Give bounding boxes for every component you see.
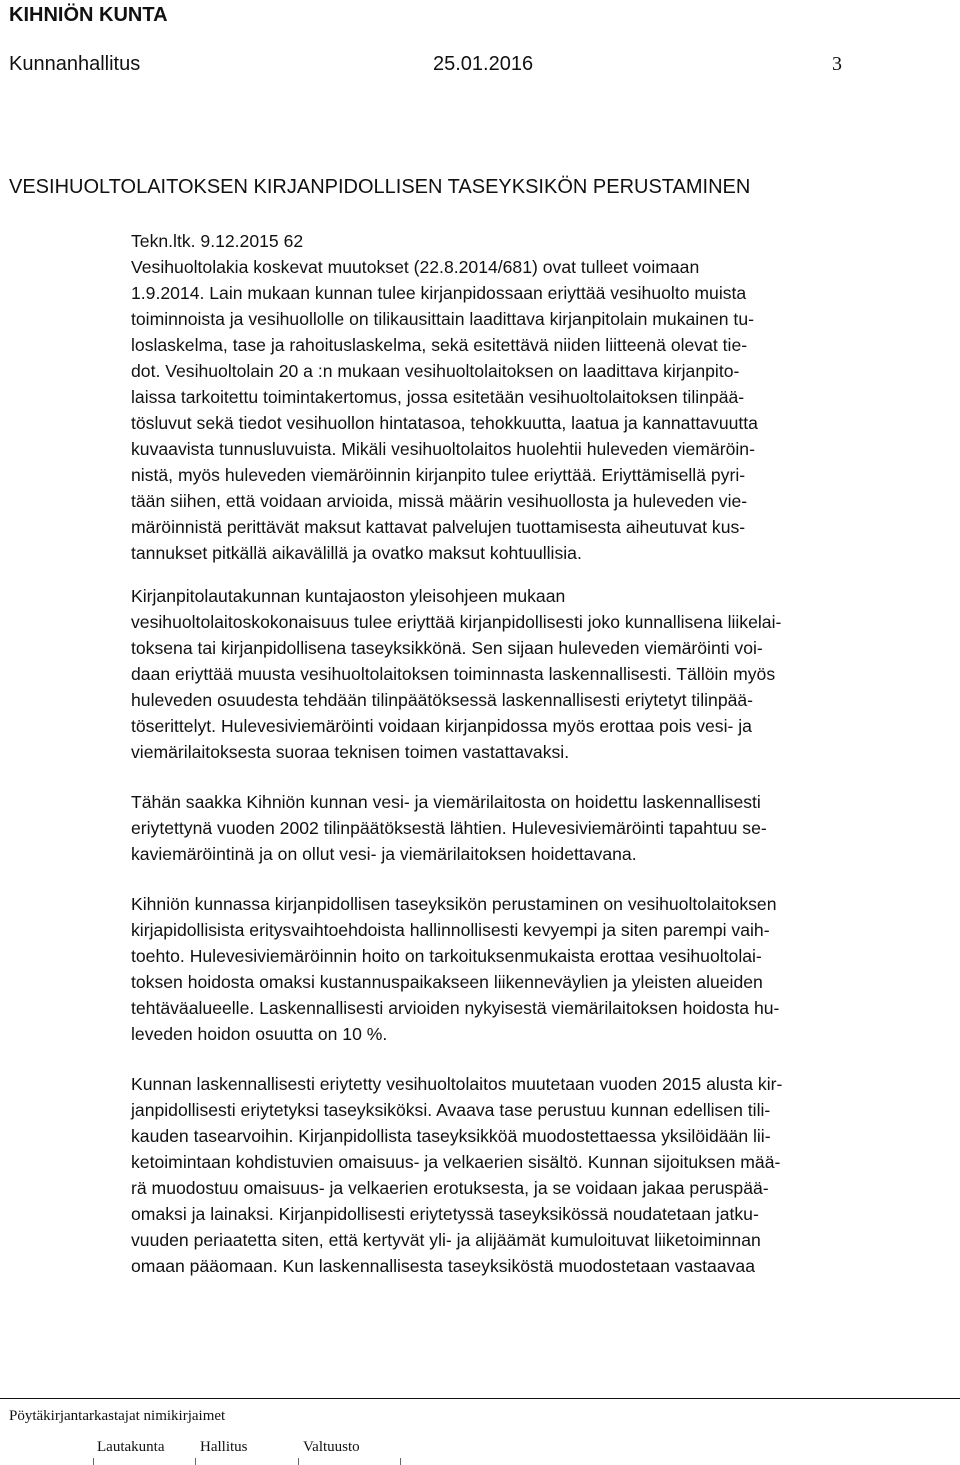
paragraph-current-state [131,789,767,867]
text-line: dot. Vesihuoltolain 20 a :n mukaan vesihuoltolaitoksen on laadittava kirjanpito- [131,361,740,381]
text-line: toiminnoista ja vesihuollolle on tilikausittain laadittava kirjanpitolain mukainen tu- [131,309,754,329]
text-line: daan eriyttää muusta vesihuoltolaitoksen toiminnasta laskennallisesti. Tällöin myös [131,664,776,684]
signature-column-divider [400,1458,401,1465]
text-line: vesihuoltolaitoskokonaisuus tulee eriyttää kirjanpidollisesti joko kunnallisena liikelai- [131,612,782,632]
signature-hallitus: Hallitus [200,1439,248,1455]
text-line: rä muodostuu omaisuus- ja velkaerien erotuksesta, ja se voidaan jakaa peruspää- [131,1178,769,1198]
text-line: vuuden periaatetta siten, että kertyvät yli- ja alijäämät kumuloituvat liiketoiminnan [131,1230,761,1250]
signature-valtuusto: Valtuusto [303,1439,360,1455]
text-line: kauden tasearvoihin. Kirjanpidollista taseyksikköä muodostettaessa yksilöidään lii- [131,1126,771,1146]
text-line: Kihniön kunnassa kirjanpidollisen taseyksikön perustaminen on vesihuoltolaitoksen [131,894,777,914]
text-line: tehtäväalueelle. Laskennallisesti arvioiden nykyisestä viemärilaitoksen hoidosta hu- [131,998,780,1018]
text-line: ketoimintaan kohdistuvien omaisuus- ja velkaerien sisältö. Kunnan sijoituksen mää- [131,1152,781,1172]
text-line: Tähän saakka Kihniön kunnan vesi- ja viemärilaitosta on hoidettu laskennallisesti [131,792,761,812]
paragraph-proposal [131,891,779,1047]
signature-column-divider [195,1458,196,1465]
paragraph-background [131,228,758,566]
text-line: kirjapidollisista eritysvaihtoehdoista hallinnollisesti kevyempi ja siten parempi vaih- [131,920,770,940]
text-line: 1.9.2014. Lain mukaan kunnan tulee kirjanpidossaan eriyttää vesihuolto muista [131,283,747,303]
text-line: tösluvut sekä tiedot vesihuollon hintatasoa, tehokkuutta, laatua ja kannattavuutta [131,413,758,433]
text-line: kaviemäröintinä ja on ollut vesi- ja viemärilaitoksen hoidettavana. [131,844,637,864]
signature-lautakunta: Lautakunta [97,1439,165,1455]
text-line: viemärilaitoksesta suoraa teknisen toimen vastattavaksi. [131,742,570,762]
footer-divider [0,1398,960,1399]
text-line: leveden hoidon osuutta on 10 %. [131,1024,388,1044]
text-line: huleveden osuudesta tehdään tilinpäätöksessä laskennallisesti eriytetyt tilinpää- [131,690,754,710]
text-line: toksen hoidosta omaksi kustannuspaikakseen liikenneväylien ja yleisten alueiden [131,972,763,992]
text-line: loslaskelma, tase ja rahoituslaskelma, sekä esitettävä niiden liitteenä olevat tie- [131,335,748,355]
text-line: toehto. Hulevesiviemäröinnin hoito on tarkoituksenmukaista erottaa vesihuoltolai- [131,946,762,966]
signatures-label: Pöytäkirjantarkastajat nimikirjaimet [9,1408,226,1424]
text-line: tään siihen, että voidaan arvioida, missä määrin vesihuollosta ja huleveden vie- [131,491,748,511]
text-line: toksena tai kirjanpidollisena taseyksikkönä. Sen sijaan huleveden viemäröinti voi- [131,638,763,658]
document-title: VESIHUOLTOLAITOKSEN KIRJANPIDOLLISEN TASEYKSIKÖN PERUSTAMINEN [9,176,751,198]
signature-column-divider [93,1458,94,1465]
meeting-date: 25.01.2016 [433,53,534,75]
text-line: nistä, myös huleveden viemäröinnin kirjanpito tulee eriyttää. Eriyttämisellä pyri- [131,465,746,485]
text-line: Tekn.ltk. 9.12.2015 62 [131,231,304,251]
text-line: Vesihuoltolakia koskevat muutokset (22.8.2014/681) ovat tulleet voimaan [131,257,700,277]
meeting-body: Kunnanhallitus [9,53,141,75]
page-number: 3 [832,53,842,75]
text-line: omaan pääomaan. Kun laskennallisesta taseyksiköstä muodostetaan vastaavaa [131,1256,755,1276]
paragraph-guideline [131,583,781,765]
text-line: töserittelyt. Hulevesiviemäröinti voidaan kirjanpidossa myös erottaa pois vesi- ja [131,716,752,736]
text-line: kuvaavista tunnusluvuista. Mikäli vesihuoltolaitos huolehtii huleveden viemäröin- [131,439,755,459]
signature-column-divider [298,1458,299,1465]
text-line: eriytettynä vuoden 2002 tilinpäätöksestä lähtien. Hulevesiviemäröinti tapahtuu se- [131,818,767,838]
text-line: janpidollisesti eriytetyksi taseyksiköksi. Avaava tase perustuu kunnan edellisen tili- [131,1100,771,1120]
text-line: omaksi ja lainaksi. Kirjanpidollisesti eriytetyssä taseyksikössä noudatetaan jatku- [131,1204,759,1224]
organization-name: KIHNIÖN KUNTA [9,4,168,26]
paragraph-conversion [131,1071,782,1279]
text-line: märöinnistä perittävät maksut kattavat palvelujen tuottamisesta aiheutuvat kus- [131,517,746,537]
text-line: Kunnan laskennallisesti eriytetty vesihuoltolaitos muutetaan vuoden 2015 alusta kir- [131,1074,783,1094]
text-line: laissa tarkoitettu toimintakertomus, jossa esitetään vesihuoltolaitoksen tilinpää- [131,387,745,407]
text-line: tannukset pitkällä aikavälillä ja ovatko maksut kohtuullisia. [131,543,582,563]
text-line: Kirjanpitolautakunnan kuntajaoston yleisohjeen mukaan [131,586,566,606]
